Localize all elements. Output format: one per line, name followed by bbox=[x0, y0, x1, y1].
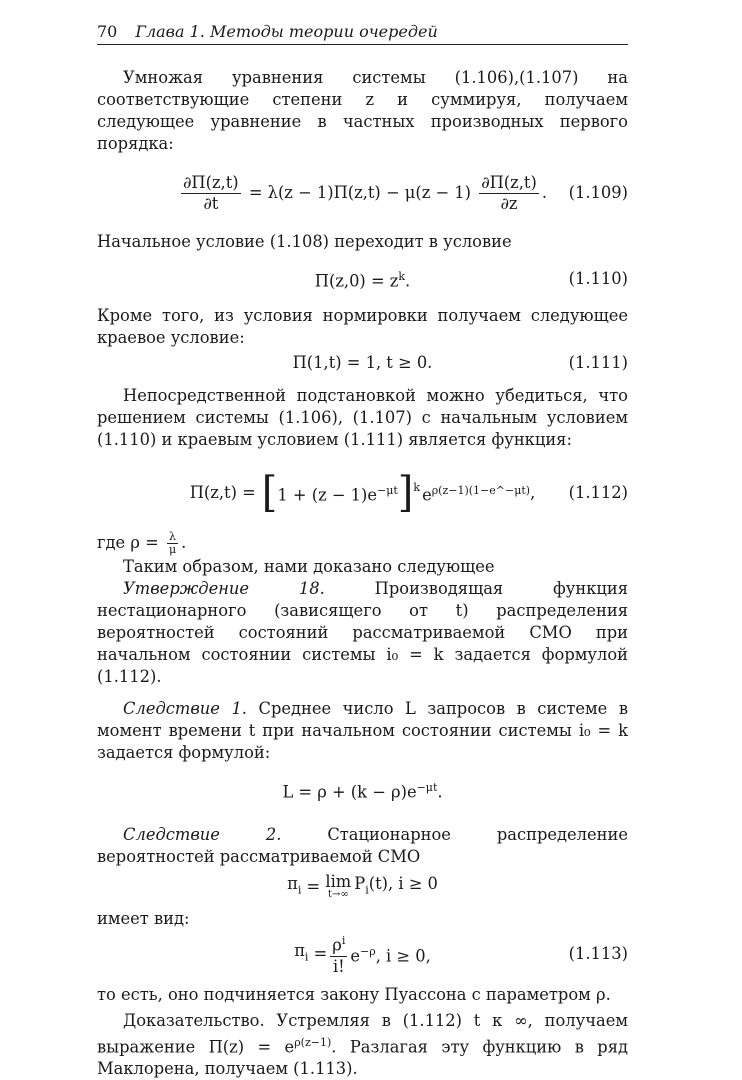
chapter-title: Глава 1. Методы теории очередей bbox=[135, 22, 438, 41]
corollary-1 bbox=[97, 698, 628, 764]
corollary-text: Среднее число L запросов в системе в момент времени t при начальном состоянии системы i₀ = k задается формулой: bbox=[97, 699, 628, 762]
eq-rest: (t), i ≥ 0 bbox=[368, 873, 438, 893]
paragraph-1: Умножая уравнения системы (1.106),(1.107) на соответствующие степени z и суммируя, получаем следующее уравнение в частных производных первого порядка: bbox=[97, 68, 628, 153]
equation-1-110 bbox=[97, 267, 628, 291]
lim-text: lim bbox=[325, 872, 352, 891]
eq-lhs-sub: i bbox=[304, 950, 309, 964]
where-prefix: где ρ = bbox=[97, 533, 159, 552]
paragraph-7: то есть, оно подчиняется закону Пуассона с параметром ρ. bbox=[97, 985, 611, 1004]
eq-tail: , i ≥ 0, bbox=[375, 946, 431, 966]
frac-denominator: μ bbox=[168, 543, 177, 556]
bracket-left: [ bbox=[261, 468, 278, 518]
lim-under: t→∞ bbox=[327, 889, 349, 900]
eq-exp-sup: ρ(z−1)(1−e^−μt) bbox=[431, 483, 531, 497]
eq-rhs-sub: i bbox=[365, 883, 369, 897]
frac-numerator: ∂Π(z,t) bbox=[481, 172, 537, 192]
statement-text: Производящая функция нестационарного (зависящего от t) распределения вероятностей состояний рассматриваемой СМО при начальном состоянии системы i₀ = k задается формулой (1.112). bbox=[97, 579, 628, 686]
page-header bbox=[97, 22, 628, 45]
paragraph-8 bbox=[97, 1010, 628, 1080]
equation-1-112 bbox=[97, 463, 628, 523]
fraction-right bbox=[479, 173, 539, 214]
eq-base: Π(z,0) = z bbox=[314, 271, 399, 291]
corollary-label: Следствие 1. bbox=[123, 699, 247, 718]
eq-inner-sup: −μt bbox=[376, 483, 398, 497]
equation-number: (1.113) bbox=[568, 944, 628, 963]
equation-L bbox=[97, 778, 628, 802]
eq-lhs: Π(z,t) = bbox=[189, 483, 256, 502]
eq-outer-sup: k bbox=[413, 481, 421, 494]
num-sup: i bbox=[341, 934, 346, 948]
where-line bbox=[97, 531, 628, 556]
eq-inner: 1 + (z − 1)e bbox=[277, 485, 377, 505]
proof-part2: . Разлагая эту функцию в ряд Маклорена, получаем (1.113). bbox=[97, 1037, 628, 1079]
eq-rhs: P bbox=[354, 873, 366, 893]
limit-operator bbox=[325, 874, 351, 900]
rho-fraction bbox=[167, 531, 178, 556]
eq-lhs: π bbox=[294, 940, 305, 960]
corollary-label: Следствие 2. bbox=[123, 825, 282, 844]
eq-lhs-sub: i bbox=[297, 883, 302, 897]
equation-1-109 bbox=[97, 169, 628, 217]
frac-denominator: ∂z bbox=[500, 193, 518, 213]
equation-middle: = λ(z − 1)Π(z,t) − μ(z − 1) bbox=[248, 182, 471, 202]
bracket-right: ] bbox=[397, 468, 414, 518]
page-number: 70 bbox=[97, 22, 118, 41]
frac-numerator bbox=[330, 931, 347, 956]
poisson-fraction bbox=[330, 931, 347, 976]
proof-part1: Доказательство. Устремляя в (1.112) t к ∞, получаем выражение Π(z) = e bbox=[97, 1011, 628, 1057]
eq-text: Π(1,t) = 1, t ≥ 0. bbox=[292, 353, 433, 372]
equation-lim bbox=[97, 872, 628, 902]
frac-denominator: ∂t bbox=[203, 193, 219, 213]
eq-rest: e bbox=[350, 946, 361, 966]
fraction-left bbox=[181, 173, 241, 214]
eq-sup: −μt bbox=[416, 780, 438, 794]
frac-numerator: ∂Π(z,t) bbox=[183, 172, 239, 192]
eq-exp-base: e bbox=[422, 485, 432, 505]
equation-number: (1.112) bbox=[568, 483, 628, 502]
num-base: ρ bbox=[332, 935, 342, 955]
statement-label: Утверждение 18. bbox=[123, 579, 325, 598]
eq-equals: = bbox=[308, 943, 328, 963]
corollary-text: Стационарное распределение вероятностей рассматриваемой СМО bbox=[97, 825, 628, 866]
eq-sup: k bbox=[398, 269, 406, 283]
paragraph-2: Начальное условие (1.108) переходит в условие bbox=[97, 232, 512, 251]
eq-base: L = ρ + (k − ρ)e bbox=[282, 782, 417, 802]
frac-numerator: λ bbox=[169, 530, 177, 543]
where-tail: . bbox=[181, 533, 187, 552]
equation-number: (1.109) bbox=[568, 183, 628, 202]
eq-lhs: π bbox=[287, 873, 298, 893]
statement-18 bbox=[97, 578, 628, 688]
equation-number: (1.111) bbox=[568, 353, 628, 372]
eq-tail: , bbox=[530, 483, 536, 502]
corollary-2 bbox=[97, 824, 628, 868]
eq-tail: . bbox=[405, 271, 411, 291]
eq-rest-sup: −ρ bbox=[360, 944, 376, 958]
eq-tail: . bbox=[437, 782, 443, 802]
proof-sup: ρ(z−1) bbox=[294, 1036, 332, 1049]
paragraph-4: Непосредственной подстановкой можно убедиться, что решением системы (1.106), (1.107) с начальным условием (1.110) и краевым условием (1.111) является функция: bbox=[97, 386, 628, 449]
paragraph-5: Таким образом, нами доказано следующее bbox=[123, 557, 495, 576]
equation-1-113 bbox=[97, 930, 628, 978]
eq-equals: = bbox=[301, 877, 326, 896]
paragraph-3: Кроме того, из условия нормировки получаем следующее краевое условие: bbox=[97, 306, 628, 347]
equation-1-111 bbox=[97, 351, 628, 375]
frac-denominator: i! bbox=[332, 956, 345, 976]
page bbox=[97, 22, 628, 1080]
equation-tail: . bbox=[541, 182, 547, 202]
equation-number: (1.110) bbox=[568, 269, 628, 288]
paragraph-6: имеет вид: bbox=[97, 909, 190, 928]
